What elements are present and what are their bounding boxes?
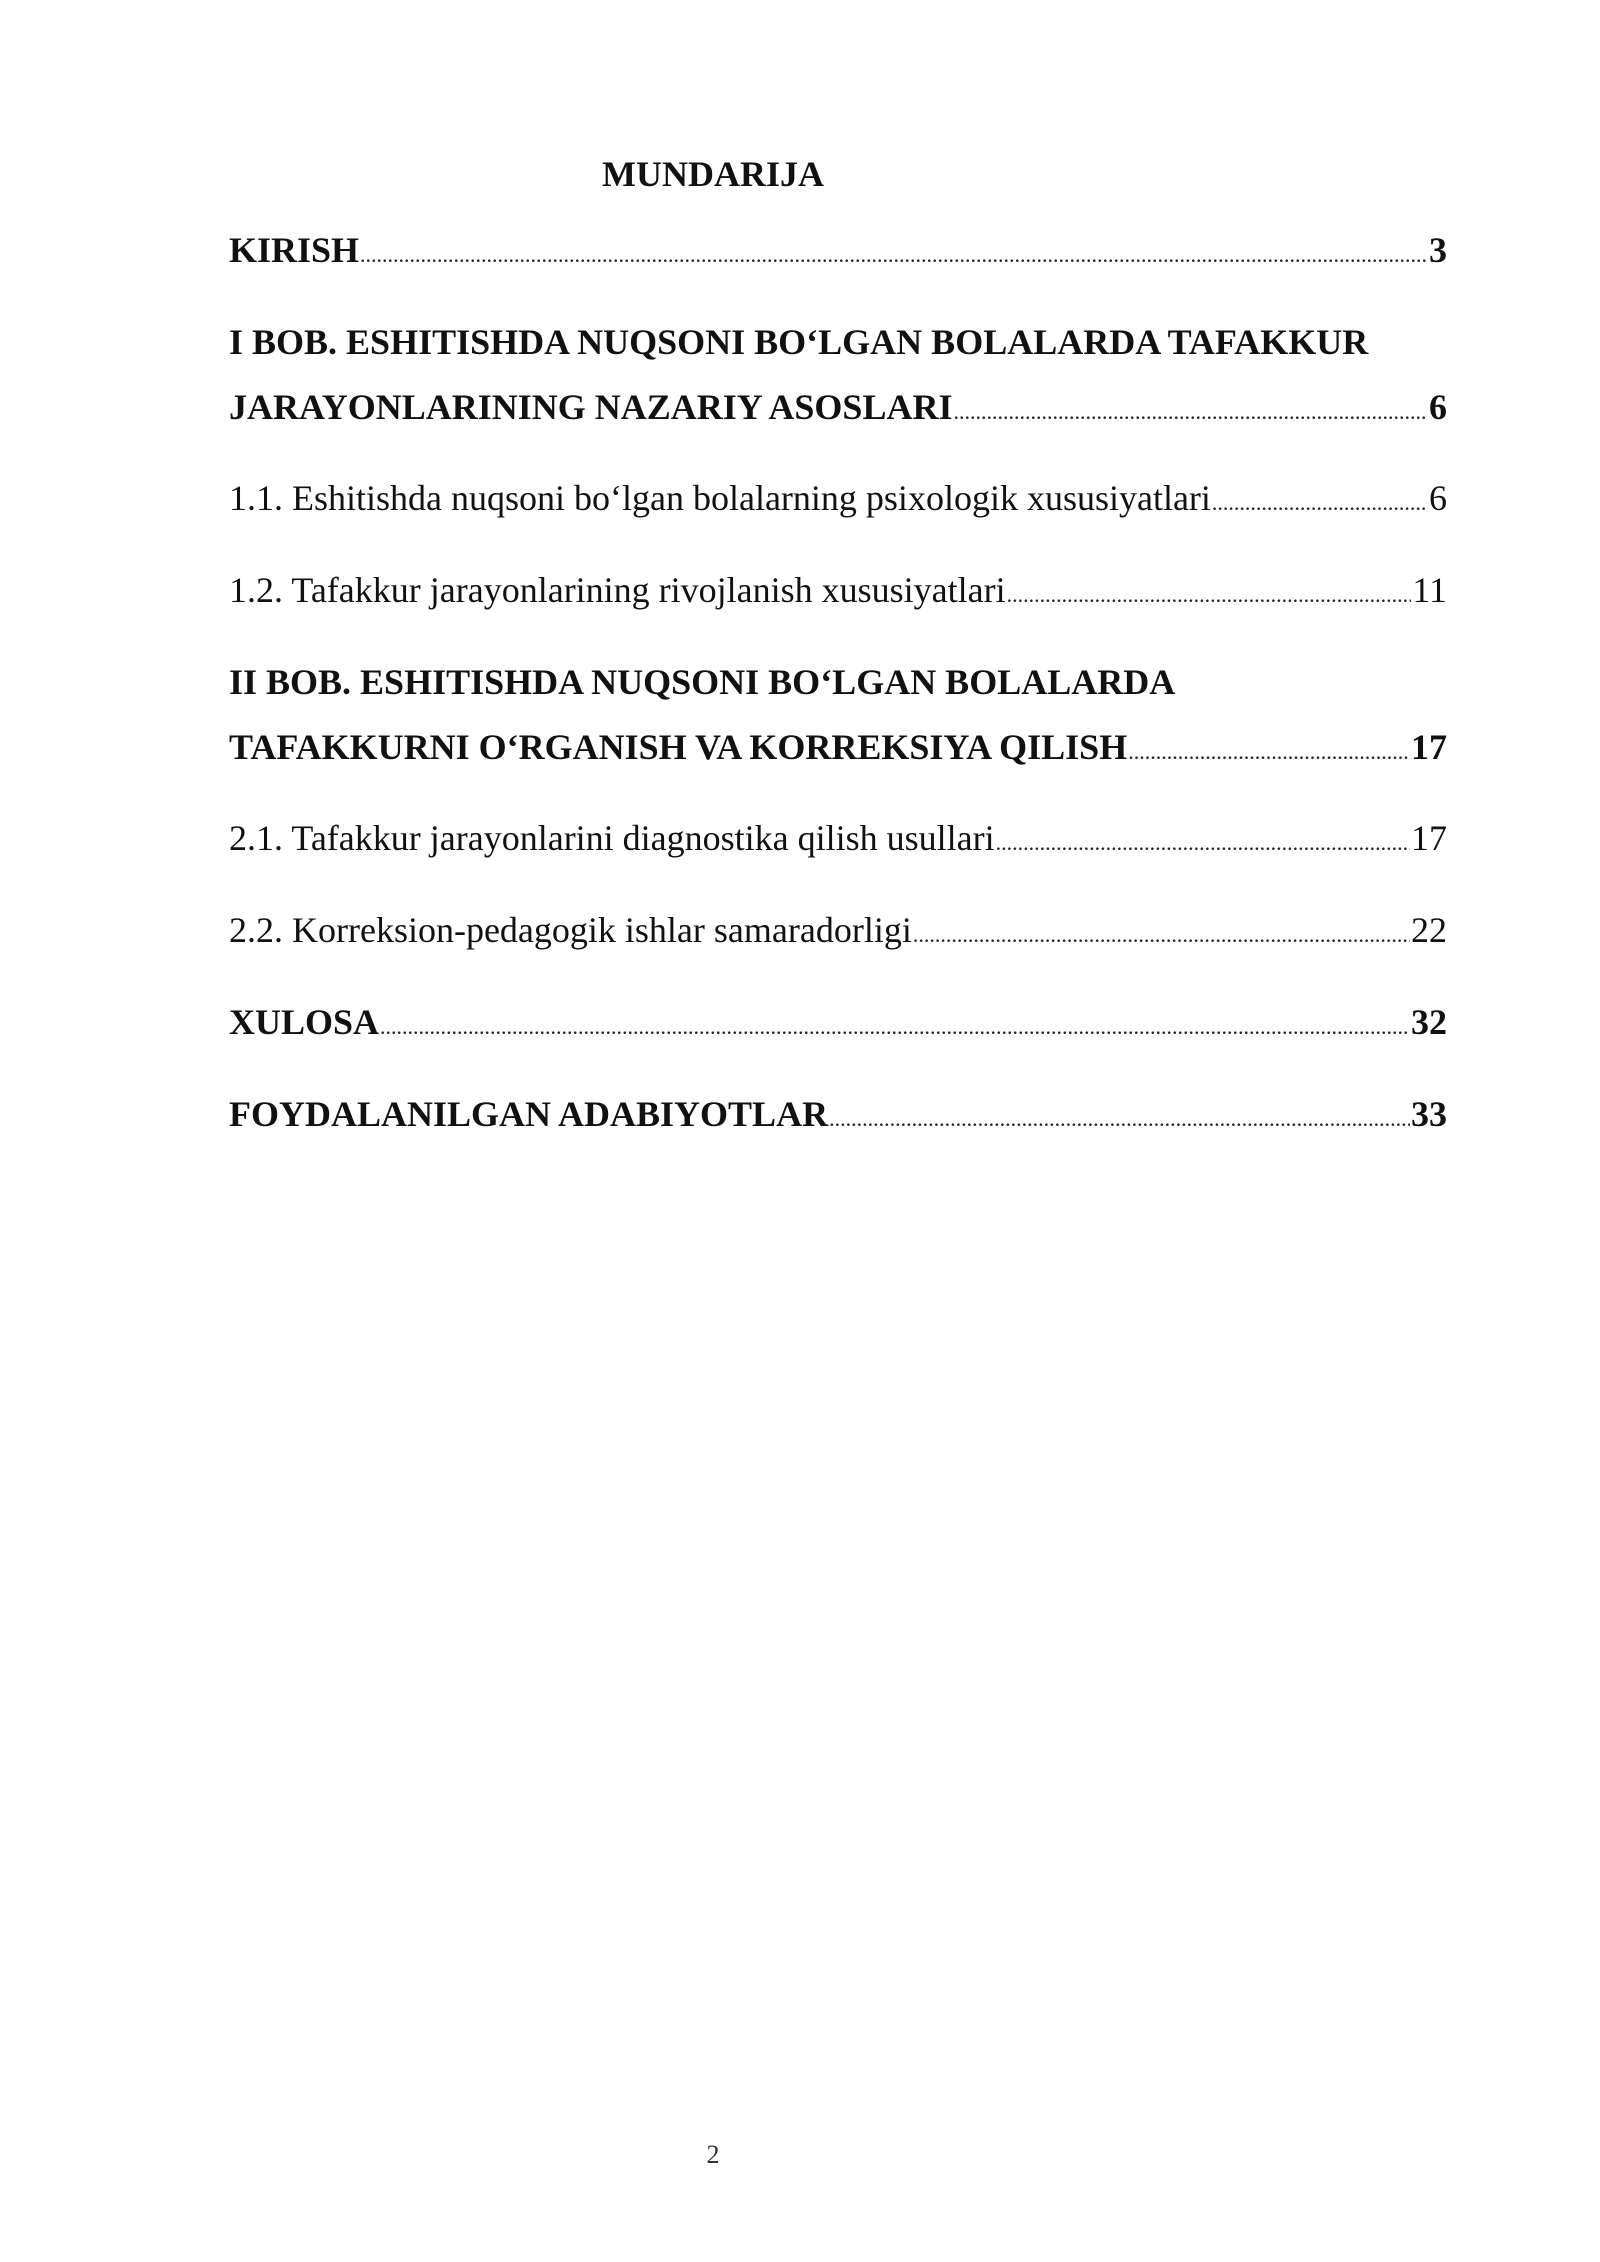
toc-entry-title: 2.2. Korreksion-pedagogik ishlar samaradorligi <box>229 910 912 950</box>
page-title: MUNDARIJA <box>602 154 824 194</box>
toc-page-number: 22 <box>1411 910 1447 950</box>
toc-entry-chapter-2[interactable] <box>229 660 1447 774</box>
toc-entry-title: 1.2. Tafakkur jarayonlarining rivojlanish xususiyatlari <box>229 570 1006 610</box>
toc-entry-kirish[interactable] <box>229 228 1447 277</box>
dot-leader <box>1007 573 1412 617</box>
dot-leader <box>1212 481 1428 525</box>
toc-page-number: 11 <box>1412 570 1447 610</box>
dot-leader <box>953 390 1428 434</box>
toc-entry-2-1[interactable] <box>229 816 1447 865</box>
dot-leader <box>360 233 1428 277</box>
toc-entry-title-line1: II BOB. ESHITISHDA NUQSONI BO‘LGAN BOLALARDA <box>229 662 1176 702</box>
toc-entry-title: 2.1. Tafakkur jarayonlarini diagnostika qilish usullari <box>229 818 995 858</box>
page-number: 2 <box>706 2140 720 2169</box>
dot-leader <box>996 821 1410 865</box>
toc-entry-1-2[interactable] <box>229 568 1447 617</box>
toc-page-number: 32 <box>1411 1002 1447 1042</box>
toc-entry-title: KIRISH <box>229 230 360 270</box>
dot-leader <box>1128 730 1410 774</box>
toc-entry-title: TAFAKKURNI O‘RGANISH VA KORREKSIYA QILISH <box>229 727 1128 767</box>
toc-entry-references[interactable] <box>229 1092 1447 1141</box>
toc-entry-xulosa[interactable] <box>229 1000 1447 1049</box>
toc-entry-title: XULOSA <box>229 1002 380 1042</box>
toc-page-number: 6 <box>1429 478 1447 518</box>
toc-entry-title: FOYDALANILGAN ADABIYOTLAR <box>229 1094 829 1134</box>
toc-page-number: 17 <box>1411 727 1447 767</box>
toc-page-number: 3 <box>1429 230 1447 270</box>
toc-entry-2-2[interactable] <box>229 908 1447 957</box>
toc-page-number: 33 <box>1411 1094 1447 1134</box>
toc-entry-chapter-1[interactable] <box>229 320 1447 434</box>
toc-entry-title-line1: I BOB. ESHITISHDA NUQSONI BO‘LGAN BOLALARDA TAFAKKUR <box>229 322 1369 362</box>
dot-leader <box>829 1097 1410 1141</box>
dot-leader <box>380 1005 1410 1049</box>
toc-entry-title: 1.1. Eshitishda nuqsoni bo‘lgan bolalarning psixologik xususiyatlari <box>229 478 1211 518</box>
toc-entry-1-1[interactable] <box>229 476 1447 525</box>
toc-page-number: 17 <box>1411 818 1447 858</box>
dot-leader <box>913 913 1410 957</box>
toc-page-number: 6 <box>1429 387 1447 427</box>
toc-entry-title: JARAYONLARINING NAZARIY ASOSLARI <box>229 387 953 427</box>
